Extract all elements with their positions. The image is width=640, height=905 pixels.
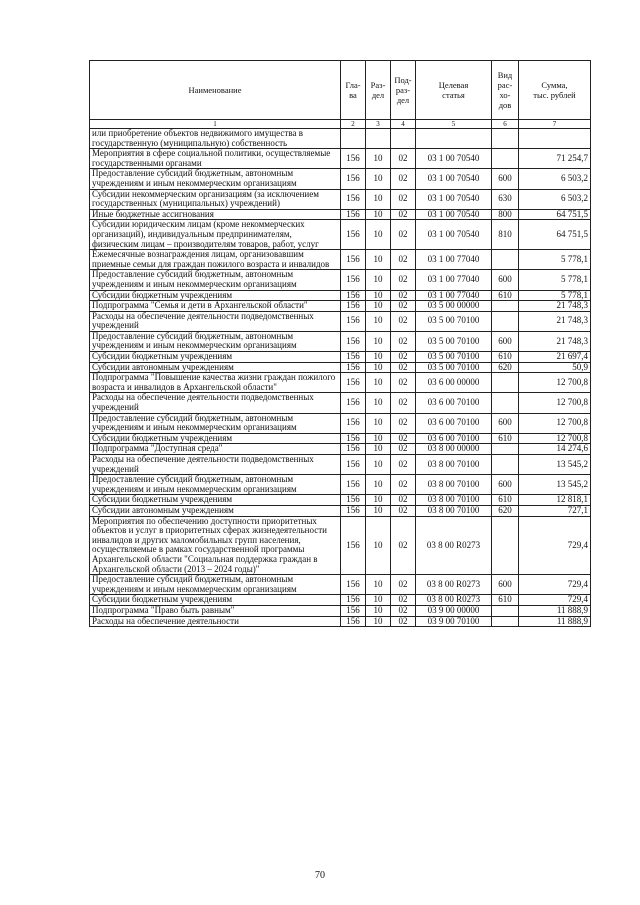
- row-vid: 620: [492, 505, 519, 516]
- row-razdel: 10: [366, 220, 391, 250]
- row-glava: 156: [341, 455, 366, 475]
- row-vid: 800: [492, 209, 519, 220]
- table-row: [90, 169, 591, 189]
- row-vid: [492, 129, 519, 149]
- row-target: 03 1 00 77040: [416, 250, 492, 270]
- row-razdel: 10: [366, 169, 391, 189]
- row-podrazdel: 02: [391, 575, 416, 595]
- row-target: 03 1 00 70540: [416, 149, 492, 169]
- row-razdel: 10: [366, 331, 391, 351]
- row-vid: [492, 250, 519, 270]
- row-razdel: 10: [366, 505, 391, 516]
- row-podrazdel: 02: [391, 352, 416, 363]
- row-sum: 21 748,3: [519, 301, 591, 312]
- table-row: [90, 575, 591, 595]
- row-podrazdel: 02: [391, 595, 416, 606]
- row-vid: 600: [492, 475, 519, 495]
- row-name: Расходы на обеспечение деятельности подведомственных учреждений: [90, 455, 341, 475]
- row-podrazdel: 02: [391, 455, 416, 475]
- row-target: 03 6 00 00000: [416, 373, 492, 393]
- row-podrazdel: 02: [391, 444, 416, 455]
- header-razdel: Раз- дел: [366, 61, 391, 120]
- row-podrazdel: 02: [391, 220, 416, 250]
- row-target: 03 5 00 70100: [416, 311, 492, 331]
- row-name: Субсидии бюджетным учреждениям: [90, 495, 341, 506]
- row-glava: 156: [341, 444, 366, 455]
- row-sum: 13 545,2: [519, 455, 591, 475]
- table-row: [90, 455, 591, 475]
- row-sum: 21 748,3: [519, 331, 591, 351]
- table-row: [90, 505, 591, 516]
- row-razdel: 10: [366, 444, 391, 455]
- row-podrazdel: 02: [391, 505, 416, 516]
- row-podrazdel: 02: [391, 516, 416, 575]
- row-target: 03 8 00 70100: [416, 495, 492, 506]
- row-name: Расходы на обеспечение деятельности подведомственных учреждений: [90, 311, 341, 331]
- row-sum: 21 748,3: [519, 311, 591, 331]
- row-sum: 729,4: [519, 595, 591, 606]
- row-target: 03 9 00 70100: [416, 616, 492, 627]
- row-glava: 156: [341, 495, 366, 506]
- row-glava: 156: [341, 373, 366, 393]
- row-podrazdel: 02: [391, 209, 416, 220]
- row-glava: 156: [341, 220, 366, 250]
- row-vid: 600: [492, 270, 519, 290]
- row-podrazdel: 02: [391, 605, 416, 616]
- row-sum: 12 700,8: [519, 393, 591, 413]
- row-sum: 729,4: [519, 575, 591, 595]
- table-row: [90, 290, 591, 301]
- table-row: [90, 189, 591, 209]
- row-podrazdel: 02: [391, 393, 416, 413]
- table-row: [90, 149, 591, 169]
- table-header-row: [90, 61, 591, 120]
- row-vid: [492, 301, 519, 312]
- row-target: 03 5 00 00000: [416, 301, 492, 312]
- row-glava: 156: [341, 433, 366, 444]
- row-razdel: 10: [366, 373, 391, 393]
- row-razdel: 10: [366, 189, 391, 209]
- row-target: 03 8 00 70100: [416, 475, 492, 495]
- row-name: Подпрограмма "Доступная среда": [90, 444, 341, 455]
- row-name: Субсидии бюджетным учреждениям: [90, 595, 341, 606]
- row-glava: 156: [341, 290, 366, 301]
- row-podrazdel: 02: [391, 495, 416, 506]
- row-razdel: 10: [366, 301, 391, 312]
- row-podrazdel: 02: [391, 331, 416, 351]
- row-razdel: 10: [366, 605, 391, 616]
- column-number: 6: [492, 120, 519, 129]
- row-sum: 12 700,8: [519, 433, 591, 444]
- row-razdel: 10: [366, 311, 391, 331]
- row-glava: 156: [341, 149, 366, 169]
- column-number: 2: [341, 120, 366, 129]
- row-sum: 71 254,7: [519, 149, 591, 169]
- row-razdel: 10: [366, 475, 391, 495]
- row-name: Мероприятия в сфере социальной политики, осуществляемые государственными органами: [90, 149, 341, 169]
- table-row: [90, 362, 591, 373]
- row-name: Субсидии некоммерческим организациям (за исключением государственных (муниципальных) учреждений): [90, 189, 341, 209]
- row-target: 03 8 00 70100: [416, 505, 492, 516]
- table-row: [90, 270, 591, 290]
- table-row: [90, 311, 591, 331]
- row-glava: 156: [341, 250, 366, 270]
- row-target: [416, 129, 492, 149]
- row-name: Предоставление субсидий бюджетным, автономным учреждениям и иным некоммерческим организациям: [90, 270, 341, 290]
- column-number: 1: [90, 120, 341, 129]
- row-target: 03 8 00 R0273: [416, 595, 492, 606]
- row-sum: 12 818,1: [519, 495, 591, 506]
- row-vid: 610: [492, 495, 519, 506]
- row-razdel: 10: [366, 352, 391, 363]
- row-target: 03 6 00 70100: [416, 433, 492, 444]
- row-vid: [492, 605, 519, 616]
- row-name: Подпрограмма "Право быть равным": [90, 605, 341, 616]
- row-podrazdel: 02: [391, 290, 416, 301]
- row-target: 03 1 00 77040: [416, 270, 492, 290]
- row-glava: 156: [341, 270, 366, 290]
- row-vid: [492, 444, 519, 455]
- row-sum: 6 503,2: [519, 169, 591, 189]
- row-razdel: 10: [366, 575, 391, 595]
- row-name: Предоставление субсидий бюджетным, автономным учреждениям и иным некоммерческим организациям: [90, 331, 341, 351]
- row-sum: 13 545,2: [519, 475, 591, 495]
- row-glava: 156: [341, 516, 366, 575]
- row-target: 03 5 00 70100: [416, 362, 492, 373]
- row-name: Субсидии бюджетным учреждениям: [90, 433, 341, 444]
- column-number: 4: [391, 120, 416, 129]
- row-glava: [341, 129, 366, 149]
- row-target: 03 8 00 R0273: [416, 516, 492, 575]
- row-target: 03 1 00 70540: [416, 189, 492, 209]
- header-podrazdel: Под- раз- дел: [391, 61, 416, 120]
- row-podrazdel: 02: [391, 189, 416, 209]
- row-target: 03 8 00 00000: [416, 444, 492, 455]
- row-target: 03 6 00 70100: [416, 393, 492, 413]
- row-target: 03 1 00 70540: [416, 209, 492, 220]
- row-vid: 610: [492, 352, 519, 363]
- row-glava: 156: [341, 605, 366, 616]
- row-sum: 5 778,1: [519, 270, 591, 290]
- table-row: [90, 209, 591, 220]
- row-name: Субсидии юридическим лицам (кроме некоммерческих организаций), индивидуальным предпринимателям, физическим лицам – производителям товаров, работ, услуг: [90, 220, 341, 250]
- table-row: [90, 352, 591, 363]
- row-name: Предоставление субсидий бюджетным, автономным учреждениям и иным некоммерческим организациям: [90, 575, 341, 595]
- row-podrazdel: 02: [391, 413, 416, 433]
- row-vid: 610: [492, 433, 519, 444]
- row-podrazdel: 02: [391, 250, 416, 270]
- row-podrazdel: 02: [391, 362, 416, 373]
- row-razdel: 10: [366, 516, 391, 575]
- row-vid: 600: [492, 413, 519, 433]
- row-vid: [492, 616, 519, 627]
- row-razdel: [366, 129, 391, 149]
- row-target: 03 1 00 70540: [416, 220, 492, 250]
- table-row: [90, 475, 591, 495]
- row-target: 03 1 00 77040: [416, 290, 492, 301]
- row-sum: 5 778,1: [519, 250, 591, 270]
- row-target: 03 8 00 R0273: [416, 575, 492, 595]
- row-glava: 156: [341, 301, 366, 312]
- row-podrazdel: 02: [391, 149, 416, 169]
- row-sum: [519, 129, 591, 149]
- row-glava: 156: [341, 362, 366, 373]
- row-target: 03 9 00 00000: [416, 605, 492, 616]
- row-name: Расходы на обеспечение деятельности подведомственных учреждений: [90, 393, 341, 413]
- row-name: Иные бюджетные ассигнования: [90, 209, 341, 220]
- table-row: [90, 331, 591, 351]
- row-glava: 156: [341, 311, 366, 331]
- row-vid: [492, 373, 519, 393]
- row-razdel: 10: [366, 250, 391, 270]
- row-vid: 610: [492, 595, 519, 606]
- row-target: 03 8 00 70100: [416, 455, 492, 475]
- row-podrazdel: 02: [391, 475, 416, 495]
- row-vid: 620: [492, 362, 519, 373]
- page-number: 70: [315, 870, 325, 881]
- row-sum: 50,9: [519, 362, 591, 373]
- row-vid: 600: [492, 169, 519, 189]
- row-sum: 6 503,2: [519, 189, 591, 209]
- row-sum: 14 274,6: [519, 444, 591, 455]
- row-razdel: 10: [366, 149, 391, 169]
- table-row: [90, 444, 591, 455]
- table-row: [90, 393, 591, 413]
- row-name: Субсидии бюджетным учреждениям: [90, 352, 341, 363]
- row-glava: 156: [341, 352, 366, 363]
- table-row: [90, 605, 591, 616]
- row-glava: 156: [341, 413, 366, 433]
- row-podrazdel: 02: [391, 373, 416, 393]
- row-vid: [492, 311, 519, 331]
- table-row: [90, 250, 591, 270]
- row-sum: 12 700,8: [519, 413, 591, 433]
- row-razdel: 10: [366, 455, 391, 475]
- row-podrazdel: 02: [391, 311, 416, 331]
- row-razdel: 10: [366, 290, 391, 301]
- row-glava: 156: [341, 331, 366, 351]
- row-name: Предоставление субсидий бюджетным, автономным учреждениям и иным некоммерческим организациям: [90, 169, 341, 189]
- row-sum: 64 751,5: [519, 220, 591, 250]
- row-sum: 11 888,9: [519, 605, 591, 616]
- table-row: [90, 301, 591, 312]
- row-glava: 156: [341, 189, 366, 209]
- table-row: [90, 220, 591, 250]
- row-glava: 156: [341, 575, 366, 595]
- row-glava: 156: [341, 209, 366, 220]
- row-glava: 156: [341, 616, 366, 627]
- row-name: Расходы на обеспечение деятельности: [90, 616, 341, 627]
- row-sum: 727,1: [519, 505, 591, 516]
- table-row: [90, 433, 591, 444]
- row-target: 03 5 00 70100: [416, 352, 492, 363]
- table-row: [90, 516, 591, 575]
- row-name: Предоставление субсидий бюджетным, автономным учреждениям и иным некоммерческим организациям: [90, 413, 341, 433]
- row-razdel: 10: [366, 616, 391, 627]
- row-glava: 156: [341, 475, 366, 495]
- row-sum: 64 751,5: [519, 209, 591, 220]
- row-sum: 21 697,4: [519, 352, 591, 363]
- row-name: Предоставление субсидий бюджетным, автономным учреждениям и иным некоммерческим организациям: [90, 475, 341, 495]
- table-row: [90, 373, 591, 393]
- row-podrazdel: 02: [391, 301, 416, 312]
- table-row: [90, 495, 591, 506]
- row-podrazdel: 02: [391, 616, 416, 627]
- row-vid: 600: [492, 331, 519, 351]
- table-row: [90, 595, 591, 606]
- row-sum: 12 700,8: [519, 373, 591, 393]
- row-glava: 156: [341, 505, 366, 516]
- row-vid: 810: [492, 220, 519, 250]
- table-row: [90, 413, 591, 433]
- row-vid: 600: [492, 575, 519, 595]
- row-name: Субсидии автономным учреждениям: [90, 505, 341, 516]
- row-target: 03 5 00 70100: [416, 331, 492, 351]
- row-vid: [492, 393, 519, 413]
- row-name: Ежемесячные вознаграждения лицам, организовавшим приемные семьи для граждан пожилого возраста и инвалидов: [90, 250, 341, 270]
- table-body: [90, 129, 591, 627]
- row-podrazdel: [391, 129, 416, 149]
- row-name: Субсидии автономным учреждениям: [90, 362, 341, 373]
- row-razdel: 10: [366, 270, 391, 290]
- header-target: Целевая статья: [416, 61, 492, 120]
- row-podrazdel: 02: [391, 169, 416, 189]
- row-glava: 156: [341, 595, 366, 606]
- row-vid: [492, 455, 519, 475]
- column-number: 5: [416, 120, 492, 129]
- row-target: 03 1 00 70540: [416, 169, 492, 189]
- row-name: Мероприятия по обеспечению доступности приоритетных объектов и услуг в приоритетных сферах жизнедеятельности инвалидов и других маломобильных групп населения, осуществляемые в рамках государственной программы Архангельской области "Социальная поддержка граждан в Архангельской области (2013 – 2024 годы)": [90, 516, 341, 575]
- header-vid: Вид рас- хо- дов: [492, 61, 519, 120]
- row-vid: 630: [492, 189, 519, 209]
- column-number: 3: [366, 120, 391, 129]
- header-glava: Гла- ва: [341, 61, 366, 120]
- row-podrazdel: 02: [391, 270, 416, 290]
- row-razdel: 10: [366, 433, 391, 444]
- row-sum: 5 778,1: [519, 290, 591, 301]
- table-row: [90, 129, 591, 149]
- row-razdel: 10: [366, 362, 391, 373]
- row-glava: 156: [341, 169, 366, 189]
- row-razdel: 10: [366, 209, 391, 220]
- row-razdel: 10: [366, 495, 391, 506]
- row-podrazdel: 02: [391, 433, 416, 444]
- row-name: или приобретение объектов недвижимого имущества в государственную (муниципальную) собственность: [90, 129, 341, 149]
- row-sum: 11 888,9: [519, 616, 591, 627]
- row-vid: [492, 149, 519, 169]
- row-target: 03 6 00 70100: [416, 413, 492, 433]
- row-name: Подпрограмма "Семья и дети в Архангельской области": [90, 301, 341, 312]
- header-name: Наименование: [90, 61, 341, 120]
- row-razdel: 10: [366, 595, 391, 606]
- row-name: Подпрограмма "Повышение качества жизни граждан пожилого возраста и инвалидов в Архангельской области": [90, 373, 341, 393]
- row-sum: 729,4: [519, 516, 591, 575]
- header-sum: Сумма, тыс. рублей: [519, 61, 591, 120]
- row-razdel: 10: [366, 413, 391, 433]
- row-vid: [492, 516, 519, 575]
- column-number: 7: [519, 120, 591, 129]
- budget-table: [89, 60, 591, 627]
- row-razdel: 10: [366, 393, 391, 413]
- row-glava: 156: [341, 393, 366, 413]
- row-vid: 610: [492, 290, 519, 301]
- row-name: Субсидии бюджетным учреждениям: [90, 290, 341, 301]
- table-row: [90, 616, 591, 627]
